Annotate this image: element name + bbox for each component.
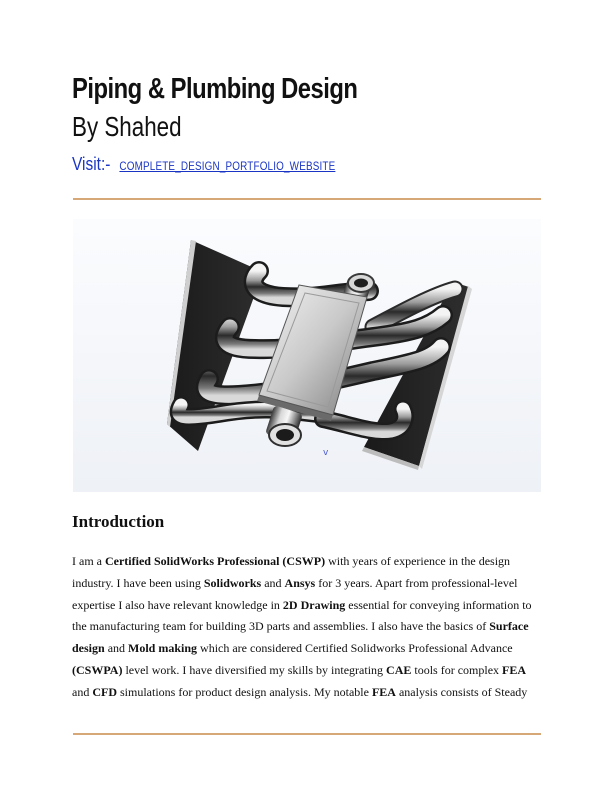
visit-row bbox=[72, 154, 335, 175]
top-divider bbox=[73, 198, 541, 200]
bold-term: Ansys bbox=[284, 575, 316, 590]
bold-term: CAE bbox=[386, 662, 412, 677]
bold-term: FEA bbox=[502, 662, 527, 677]
bold-term: Mold making bbox=[128, 641, 198, 656]
bold-term: CFD bbox=[92, 684, 117, 699]
text-run: simulations for product design analysis. My notable bbox=[117, 684, 372, 699]
text-run: and bbox=[72, 684, 93, 699]
visit-label: Visit:- bbox=[72, 154, 111, 174]
text-run: for 3 years. Apart from professional-level expertise I also have relevant knowledge in bbox=[72, 575, 518, 612]
text-run: level work. I have diversified my skills by integrating bbox=[122, 662, 387, 677]
text-run: I am a bbox=[72, 554, 105, 568]
bold-term: Surface design bbox=[72, 619, 529, 656]
bold-term: FEA bbox=[371, 684, 396, 699]
figure-marker: v bbox=[323, 448, 329, 458]
bold-term: Solidworks bbox=[203, 575, 262, 590]
bold-term: (CSWPA) bbox=[72, 662, 123, 677]
page-title: Piping & Plumbing Design bbox=[72, 73, 358, 105]
text-run: analysis consists of Steady bbox=[395, 684, 528, 699]
portfolio-website-link[interactable]: COMPLETE_DESIGN_PORTFOLIO_WEBSITE bbox=[119, 161, 336, 173]
bold-term: 2D Drawing bbox=[282, 597, 346, 612]
text-run: and bbox=[104, 641, 129, 656]
bottom-divider bbox=[73, 733, 541, 735]
bold-term: Certified SolidWorks Professional (CSWP) bbox=[104, 554, 326, 568]
author-byline: By Shahed bbox=[72, 111, 182, 142]
text-run: which are considered Certified Solidworks Professional Advance bbox=[197, 641, 513, 656]
text-run: tools for complex bbox=[411, 662, 503, 677]
cad-render-image bbox=[73, 219, 541, 492]
text-run: essential for conveying information to the manufacturing team for building 3D parts and assemblies. I also have the basics of bbox=[72, 597, 532, 634]
text-run: and bbox=[261, 575, 285, 590]
introduction-paragraph bbox=[72, 551, 542, 704]
section-heading-introduction: Introduction bbox=[72, 512, 165, 531]
text-run: with years of experience in the design industry. I have been using bbox=[72, 554, 511, 590]
